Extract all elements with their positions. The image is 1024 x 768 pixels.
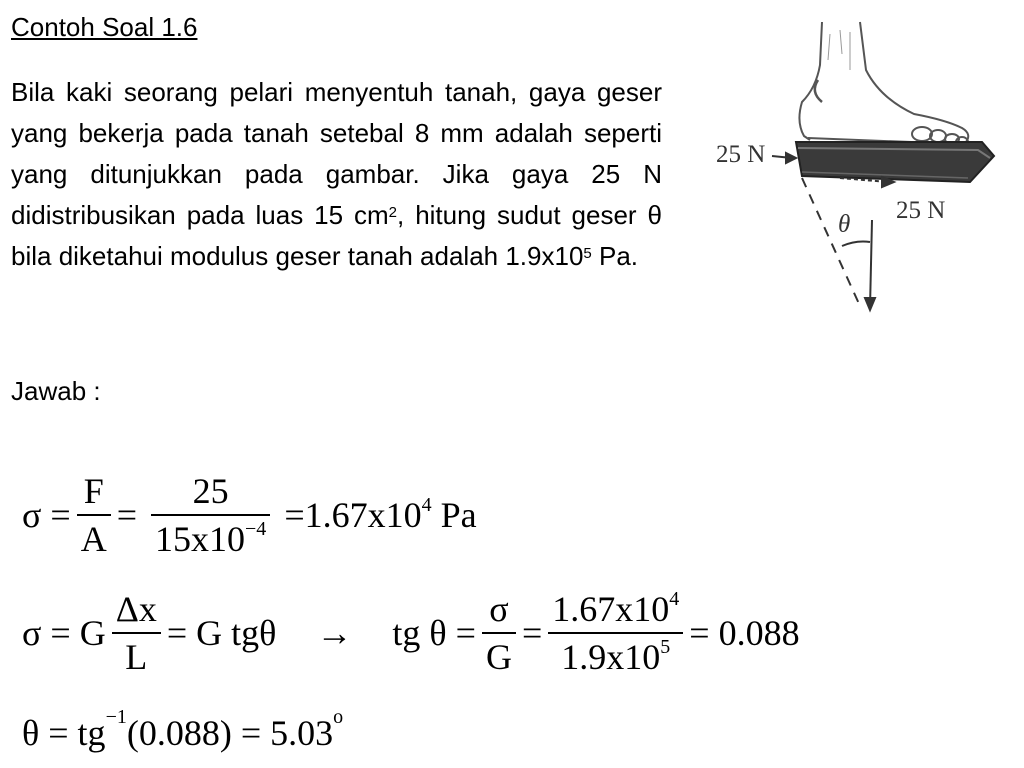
angle-rest: (0.088) = 5.03 — [126, 713, 334, 753]
angle-lhs: θ = tg — [22, 713, 106, 753]
numeric-ratio-fraction — [548, 588, 683, 678]
length-symbol: L — [125, 637, 148, 677]
area-exp: −4 — [245, 518, 267, 540]
result-exp: 4 — [421, 494, 432, 516]
numeric-fraction — [151, 470, 270, 560]
shear-angle-lines — [802, 178, 875, 310]
modulus-base: 1.9x10 — [561, 637, 661, 677]
stress-exp: 4 — [669, 588, 680, 610]
result-unit: Pa — [431, 495, 477, 535]
problem-title: Contoh Soal 1.6 — [11, 12, 198, 42]
stress-base: 1.67x10 — [552, 589, 670, 629]
modulus-value — [557, 634, 674, 678]
strain-fraction — [112, 588, 161, 678]
force-symbol: F — [83, 471, 104, 511]
soil-layer — [796, 142, 994, 182]
delta-x: Δx — [115, 589, 157, 629]
problem-text-3: Pa. — [591, 241, 638, 271]
equals-sign: = — [521, 613, 543, 653]
foot-shear-figure — [700, 10, 1010, 320]
foot-drawing — [799, 22, 968, 147]
sigma-over-g-fraction — [482, 588, 516, 678]
result-base: 1.67x10 — [304, 495, 422, 535]
problem-text-1: Bila kaki seorang pelari menyentuh tanah, gaya geser yang bekerja pada tanah setebal 8 mm adalah seperti yang ditunjukkan pada gambar. Jika gaya 25 N didistribusikan pada luas 15 cm — [11, 77, 662, 230]
area-value — [151, 516, 270, 560]
area-base: 15x10 — [155, 519, 246, 559]
inverse-exponent: −1 — [105, 705, 127, 728]
stress-value — [548, 588, 683, 632]
left-force-label: 25 N — [716, 141, 766, 168]
tangent-result: = 0.088 — [689, 613, 800, 653]
shear-lhs: σ = G — [22, 613, 106, 653]
equals-sign: = — [284, 495, 305, 535]
stress-result — [305, 494, 477, 536]
right-force-label: 25 N — [896, 197, 946, 224]
tangent-form: = G tgθ — [166, 613, 277, 653]
equals-sign: = — [116, 495, 138, 535]
answer-label: Jawab : — [11, 376, 101, 406]
modulus-exponent: 5 — [583, 245, 592, 262]
implies-arrow: → — [316, 613, 353, 653]
shear-modulus-equation — [22, 588, 800, 678]
angle-equation — [22, 705, 344, 754]
problem-text-2: , hitung sudut geser θ bila diketahui modulus geser tanah adalah 1.9x10 — [11, 200, 662, 271]
degree-symbol: o — [333, 705, 344, 728]
force-over-area-fraction — [77, 470, 111, 560]
area-exponent: 2 — [388, 204, 398, 221]
problem-statement — [11, 72, 662, 277]
stress-equation — [22, 470, 477, 560]
stress-lhs: σ = — [22, 495, 71, 535]
force-value: 25 — [192, 471, 229, 511]
sigma-symbol: σ — [489, 589, 509, 629]
g-symbol: G — [485, 637, 512, 677]
modulus-exp: 5 — [660, 636, 671, 658]
area-symbol: A — [80, 519, 107, 559]
left-force-arrow — [772, 153, 796, 163]
theta-label: θ — [838, 211, 851, 238]
tangent-lhs: tg θ = — [392, 613, 476, 653]
